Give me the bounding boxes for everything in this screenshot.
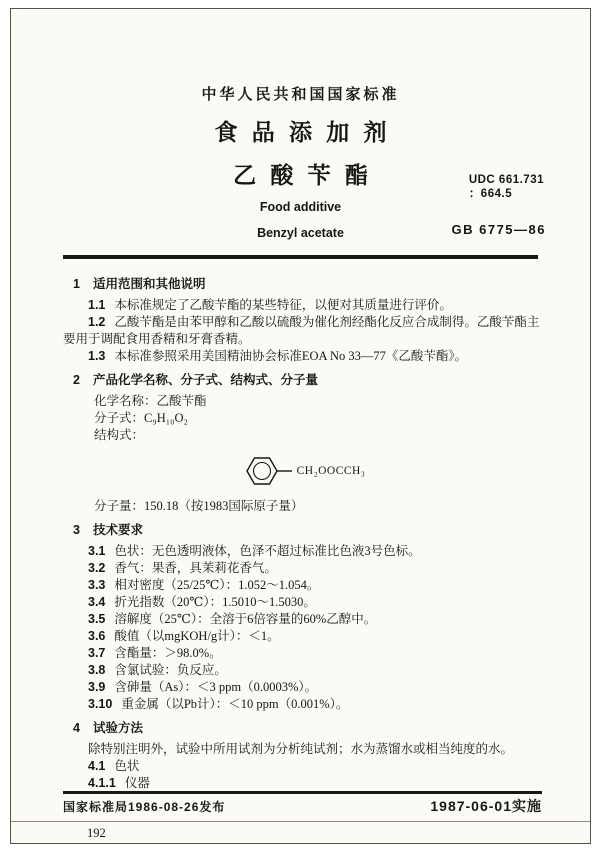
- clause-number: 3.6: [88, 629, 106, 643]
- clause-text: 含砷量（As）：＜3 ppm（0.0003%）。: [114, 680, 318, 694]
- section-2-heading: [73, 372, 542, 389]
- chemical-name-line: 化学名称：乙酸苄酯: [94, 394, 207, 408]
- clause-text: 重金属（以Pb计）：＜10 ppm（0.001%）。: [121, 697, 349, 711]
- clause-number: 3.9: [88, 680, 106, 694]
- section-4-note: 除特别注明外，试验中所用试剂为分析纯试剂；水为蒸馏水或相当纯度的水。: [88, 742, 514, 756]
- clause-3-9: [63, 679, 542, 696]
- doc-title-en-line1: Food additive: [259, 200, 342, 214]
- clause-4-1: [63, 758, 542, 775]
- issued-date: 国家标准局1986-08-26发布: [63, 800, 226, 814]
- clause-text: 仪器: [124, 776, 150, 790]
- scanned-page: [10, 8, 591, 844]
- clause-1-1: [63, 297, 542, 314]
- clause-number: 4.1: [88, 759, 106, 773]
- standard-org-title: 中华人民共和国国家标准: [201, 86, 400, 103]
- section-number: 2: [73, 373, 80, 387]
- clause-number: 1.1: [88, 298, 106, 312]
- clause-3-6: [63, 628, 542, 645]
- clause-3-4: [63, 594, 542, 611]
- clause-number: 3.1: [88, 544, 106, 558]
- clause-text: 酸值（以mgKOH/g计）：＜1。: [114, 629, 280, 643]
- clause-3-1: [63, 543, 542, 560]
- section-4-heading: [73, 720, 542, 737]
- udc-line-2: ：664.5: [468, 188, 513, 200]
- page-number: 192: [87, 826, 106, 840]
- document-body: [11, 259, 590, 792]
- clause-number: 3.7: [88, 646, 106, 660]
- doc-title-cn-line2: 乙酸苄酯: [233, 162, 383, 188]
- clause-number: 3.5: [88, 612, 106, 626]
- section-title: 适用范围和其他说明: [92, 277, 206, 291]
- standard-number: GB 6775—86: [451, 222, 546, 237]
- section-number: 3: [73, 523, 80, 537]
- document-header: [11, 83, 590, 259]
- section-1-heading: [73, 276, 542, 293]
- benzene-ring-icon: [240, 447, 296, 495]
- clause-number: 1.3: [88, 349, 106, 363]
- clause-text: 溶解度（25℃）：全溶于6倍容量的60%乙醇中。: [114, 612, 377, 626]
- implementation-date: 1987-06-01实施: [430, 798, 542, 814]
- clause-3-5: [63, 611, 542, 628]
- structure-label-line: 结构式：: [94, 428, 145, 442]
- clause-text: 色状: [114, 759, 140, 773]
- clause-text: 本标准参照采用美国精油协会标准EOA No 33—77《乙酸苄酯》。: [114, 349, 468, 363]
- clause-3-10: [63, 696, 542, 713]
- section-number: 1: [73, 277, 80, 291]
- molecular-formula-line: 分子式：C₉H₁₀O₂: [94, 411, 188, 425]
- molecular-weight-line: 分子量：150.18（按1983国际原子量）: [94, 499, 304, 513]
- section-title: 产品化学名称、分子式、结构式、分子量: [92, 373, 318, 387]
- udc-line-1: UDC 661.731: [468, 174, 544, 186]
- clause-text: 色状：无色透明液体，色泽不超过标准比色液3号色标。: [114, 544, 421, 558]
- clause-3-2: [63, 560, 542, 577]
- clause-1-3: [63, 348, 542, 365]
- clause-number: 3.8: [88, 663, 106, 677]
- document-footer: [63, 796, 542, 816]
- clause-text: 相对密度（25/25℃）：1.052～1.054。: [114, 578, 320, 592]
- clause-number: 1.2: [88, 315, 106, 329]
- clause-3-3: [63, 577, 542, 594]
- clause-number: 3.4: [88, 595, 106, 609]
- section-title: 技术要求: [92, 523, 143, 537]
- clause-text: 折光指数（20℃）：1.5010～1.5030。: [114, 595, 316, 609]
- page-bottom-edge: [11, 821, 590, 822]
- clause-text: 本标准规定了乙酸苄酯的某些特征，以便对其质量进行评价。: [114, 298, 452, 312]
- section-number: 4: [73, 721, 80, 735]
- chemical-structure: [63, 447, 542, 495]
- structure-formula-text: CH₂OOCCH₃: [296, 464, 366, 477]
- clause-number: 3.3: [88, 578, 106, 592]
- clause-number: 4.1.1: [88, 776, 116, 790]
- clause-text: 含氯试验：负反应。: [114, 663, 227, 677]
- clause-4-1-1: [63, 775, 542, 792]
- clause-1-2: [63, 314, 542, 348]
- clause-text: 含酯量：＞98.0%。: [114, 646, 222, 660]
- doc-title-en-line2: Benzyl acetate: [257, 226, 344, 240]
- clause-number: 3.2: [88, 561, 106, 575]
- clause-text: 香气：果香，具茉莉花香气。: [114, 561, 277, 575]
- clause-number: 3.10: [88, 697, 113, 711]
- clause-3-8: [63, 662, 542, 679]
- section-3-heading: [73, 522, 542, 539]
- clause-text: 乙酸苄酯是由苯甲醇和乙酸以硫酸为催化剂经酯化反应合成制得。乙酸苄酯主要用于调配食用香精和牙膏香精。: [63, 315, 540, 346]
- doc-title-cn-line1: 食品添加剂: [214, 119, 401, 145]
- footer-divider: [63, 791, 542, 794]
- header-divider: [63, 255, 538, 259]
- udc-classification: [469, 173, 544, 201]
- section-title: 试验方法: [92, 721, 143, 735]
- clause-3-7: [63, 645, 542, 662]
